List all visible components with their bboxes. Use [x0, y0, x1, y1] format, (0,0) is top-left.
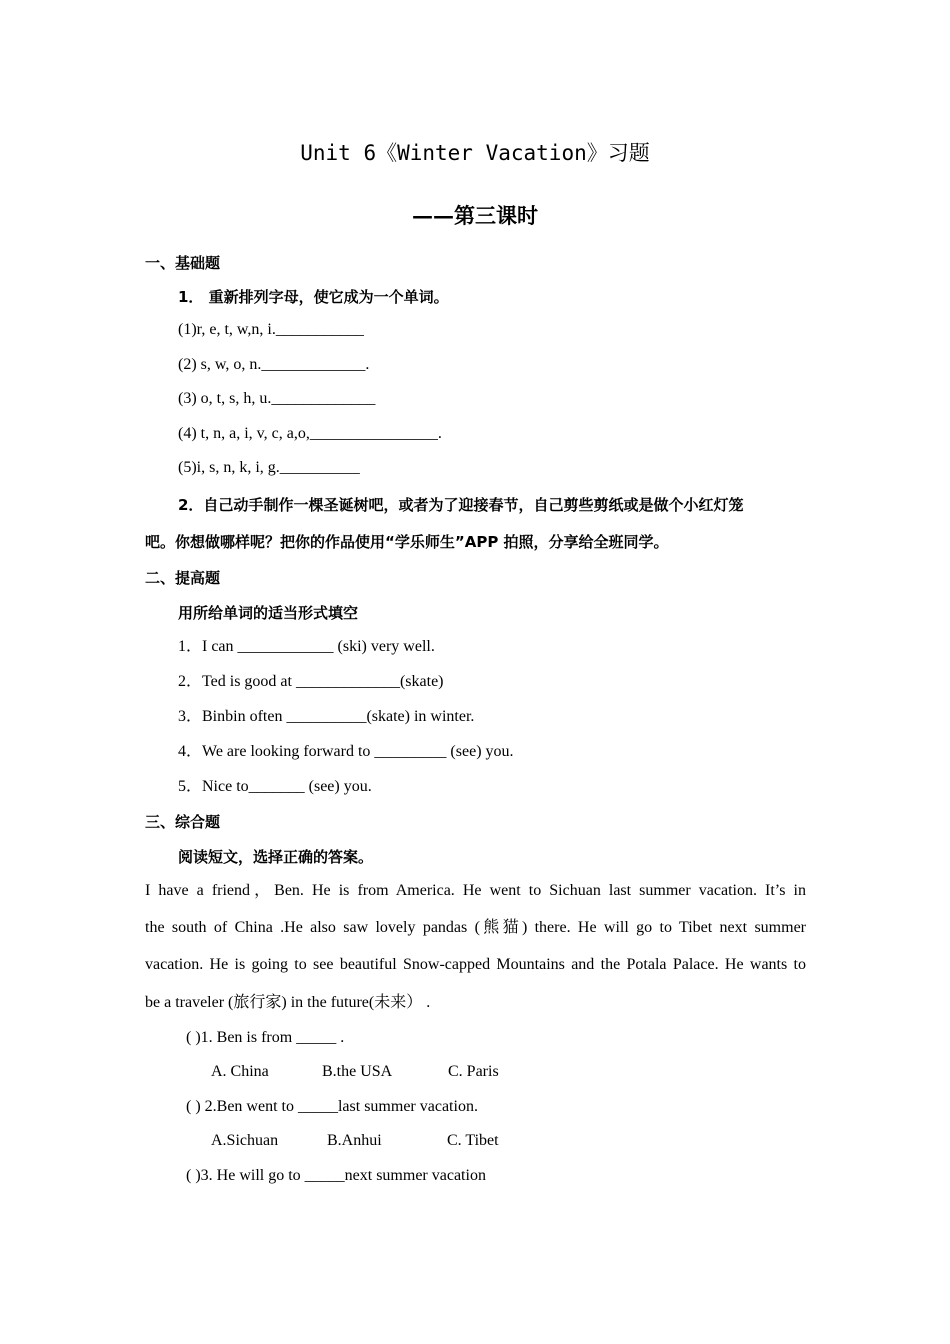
- fill-in-item: 2．Ted is good at _____________(skate): [178, 673, 444, 690]
- fill-in-item: 1．I can ____________ (ski) very well.: [178, 638, 435, 655]
- section-heading-comprehensive: 三、综合题: [145, 813, 221, 831]
- question-2-line: 吧。你想做哪样呢？把你的作品使用“学乐师生”APP 拍照，分享给全班同学。: [145, 533, 669, 551]
- fill-in-item: 3．Binbin often __________(skate) in winter.: [178, 708, 475, 725]
- passage-line: vacation. He is going to see beautiful Snow-capped Mountains and the Potala Palace. He wants to: [145, 956, 806, 973]
- passage-line: I have a friend，Ben. He is from America. He went to Sichuan last summer vacation. It’s in: [145, 882, 806, 899]
- page-subtitle: ——第三课时: [412, 203, 538, 228]
- question-1-item: (3) o, t, s, h, u._____________: [178, 390, 376, 407]
- question-1-item: (5)i, s, n, k, i, g.__________: [178, 459, 360, 476]
- page-title: Unit 6《Winter Vacation》习题: [300, 141, 650, 165]
- question-1-title: 1． 重新排列字母，使它成为一个单词。: [178, 288, 449, 306]
- mc-question-stem: ( )1. Ben is from _____ .: [186, 1029, 345, 1046]
- fill-in-item: 5．Nice to_______ (see) you.: [178, 778, 372, 795]
- section-heading-advanced: 二、提高题: [145, 569, 221, 587]
- fill-in-instruction: 用所给单词的适当形式填空: [178, 604, 359, 622]
- mc-option: A.Sichuan: [211, 1132, 279, 1149]
- mc-option: B.the USA: [322, 1063, 393, 1080]
- section-heading-basic: 一、基础题: [145, 254, 221, 272]
- mc-option: A. China: [211, 1063, 269, 1080]
- reading-instruction: 阅读短文，选择正确的答案。: [178, 848, 374, 866]
- question-1-item: (2) s, w, o, n._____________.: [178, 356, 370, 373]
- fill-in-item: 4．We are looking forward to _________ (see) you.: [178, 743, 514, 760]
- mc-question-stem: ( ) 2.Ben went to _____last summer vacation.: [186, 1098, 478, 1115]
- question-2-line: 2．自己动手制作一棵圣诞树吧，或者为了迎接春节，自己剪些剪纸或是做个小红灯笼: [178, 496, 744, 514]
- mc-question-stem: ( )3. He will go to _____next summer vacation: [186, 1167, 486, 1184]
- passage-line: be a traveler (旅行家) in the future(未来） .: [145, 994, 431, 1011]
- question-1-item: (4) t, n, a, i, v, c, a,o,________________.: [178, 425, 442, 442]
- mc-option: B.Anhui: [327, 1132, 382, 1149]
- mc-option: C. Tibet: [447, 1132, 499, 1149]
- passage-line: the south of China .He also saw lovely pandas (熊猫) there. He will go to Tibet next summer: [145, 919, 806, 936]
- mc-option: C. Paris: [448, 1063, 499, 1080]
- question-1-item: (1)r, e, t, w,n, i.___________: [178, 321, 364, 338]
